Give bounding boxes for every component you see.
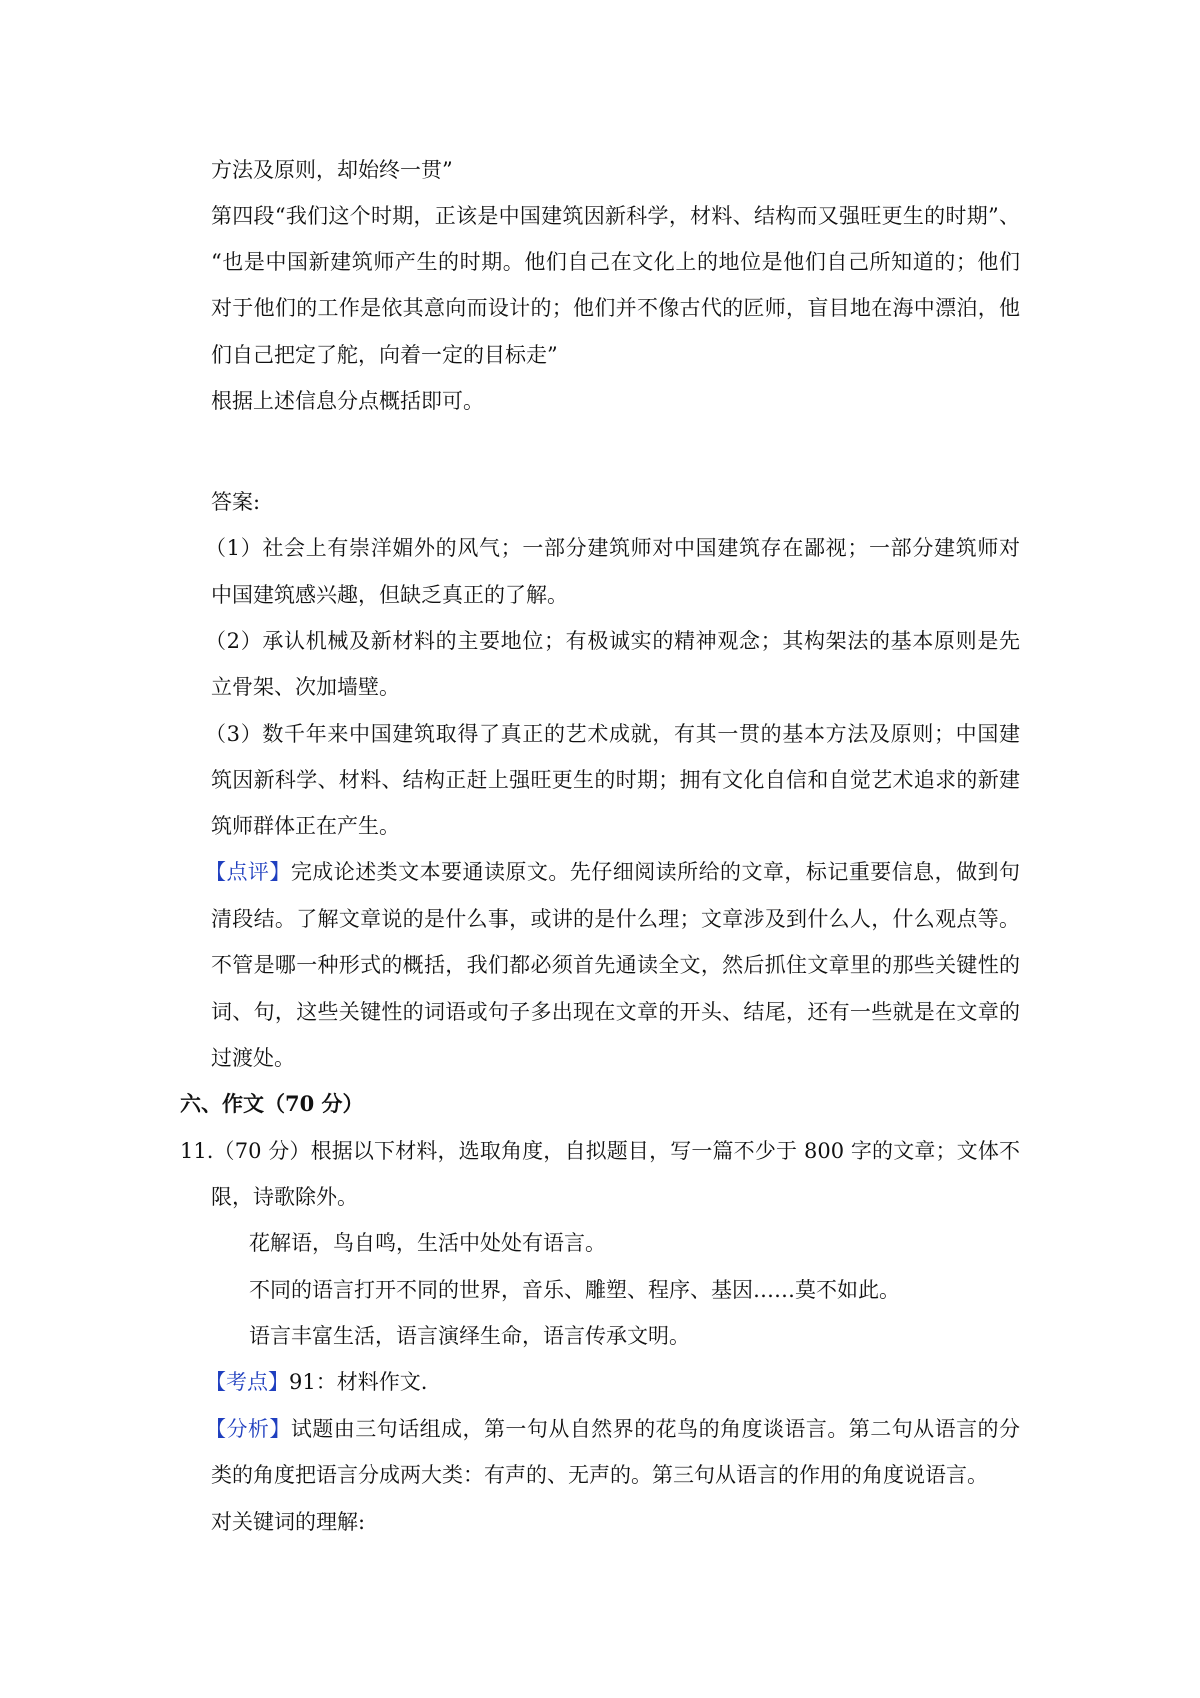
- kaodian-tag: 【考点】: [205, 1370, 289, 1394]
- review-line: 清段结。了解文章说的是什么事，或讲的是什么理；文章涉及到什么人，什么观点等。: [211, 907, 1020, 931]
- section-title: 六、作文（70 分）: [180, 1091, 364, 1116]
- question-11-line: 11.（70 分）根据以下材料，选取角度，自拟题目，写一篇不少于 800 字的文章；文体不: [180, 1139, 1020, 1163]
- material-line: 不同的语言打开不同的世界，音乐、雕塑、程序、基因……莫不如此。: [249, 1278, 900, 1302]
- fenxi-line: 对关键词的理解:: [211, 1510, 366, 1534]
- fenxi-tag: 【分析】: [205, 1417, 291, 1441]
- question-11-line: 限，诗歌除外。: [211, 1185, 358, 1209]
- kaodian-line: [205, 1367, 1020, 1397]
- material-line: 花解语，鸟自鸣，生活中处处有语言。: [249, 1231, 606, 1255]
- answer-line: 中国建筑感兴趣，但缺乏真正的了解。: [211, 583, 568, 607]
- review-text: 完成论述类文本要通读原文。先仔细阅读所给的文章，标记重要信息，做到句: [290, 860, 1021, 884]
- answer-line: （1）社会上有崇洋媚外的风气；一部分建筑师对中国建筑存在鄙视；一部分建筑师对: [205, 536, 1020, 560]
- analysis-line: 第四段“我们这个时期，正该是中国建筑因新科学，材料、结构而又强旺更生的时期”、: [211, 204, 1020, 228]
- analysis-line: 根据上述信息分点概括即可。: [211, 389, 484, 413]
- review-first-line: [205, 857, 1020, 887]
- analysis-line: 对于他们的工作是依其意向而设计的；他们并不像古代的匠师，盲目地在海中漂泊，他: [211, 296, 1020, 320]
- answer-label: 答案:: [211, 490, 261, 514]
- analysis-line: “也是中国新建筑师产生的时期。他们自己在文化上的地位是他们自己所知道的；他们: [211, 250, 1020, 274]
- answer-line: 筑因新科学、材料、结构正赶上强旺更生的时期；拥有文化自信和自觉艺术追求的新建: [211, 768, 1020, 792]
- answer-line: 立骨架、次加墙壁。: [211, 675, 400, 699]
- answer-line: 筑师群体正在产生。: [211, 814, 400, 838]
- review-tag: 【点评】: [205, 860, 291, 884]
- review-line: 不管是哪一种形式的概括，我们都必须首先通读全文，然后抓住文章里的那些关键性的: [211, 953, 1020, 977]
- answer-line: （3）数千年来中国建筑取得了真正的艺术成就，有其一贯的基本方法及原则；中国建: [205, 722, 1020, 746]
- fenxi-first-line: [205, 1414, 1020, 1444]
- review-line: 词、句，这些关键性的词语或句子多出现在文章的开头、结尾，还有一些就是在文章的: [211, 1000, 1020, 1024]
- review-line: 过渡处。: [211, 1046, 295, 1070]
- fenxi-line: 类的角度把语言分成两大类：有声的、无声的。第三句从语言的作用的角度说语言。: [211, 1463, 988, 1487]
- kaodian-text: 91：材料作文.: [289, 1370, 428, 1394]
- fenxi-text: 试题由三句话组成，第一句从自然界的花鸟的角度谈语言。第二句从语言的分: [290, 1417, 1021, 1441]
- analysis-line: 方法及原则，却始终一贯”: [211, 158, 453, 182]
- material-line: 语言丰富生活，语言演绎生命，语言传承文明。: [249, 1324, 690, 1348]
- answer-line: （2）承认机械及新材料的主要地位；有极诚实的精神观念；其构架法的基本原则是先: [205, 629, 1020, 653]
- analysis-line: 们自己把定了舵，向着一定的目标走”: [211, 343, 558, 367]
